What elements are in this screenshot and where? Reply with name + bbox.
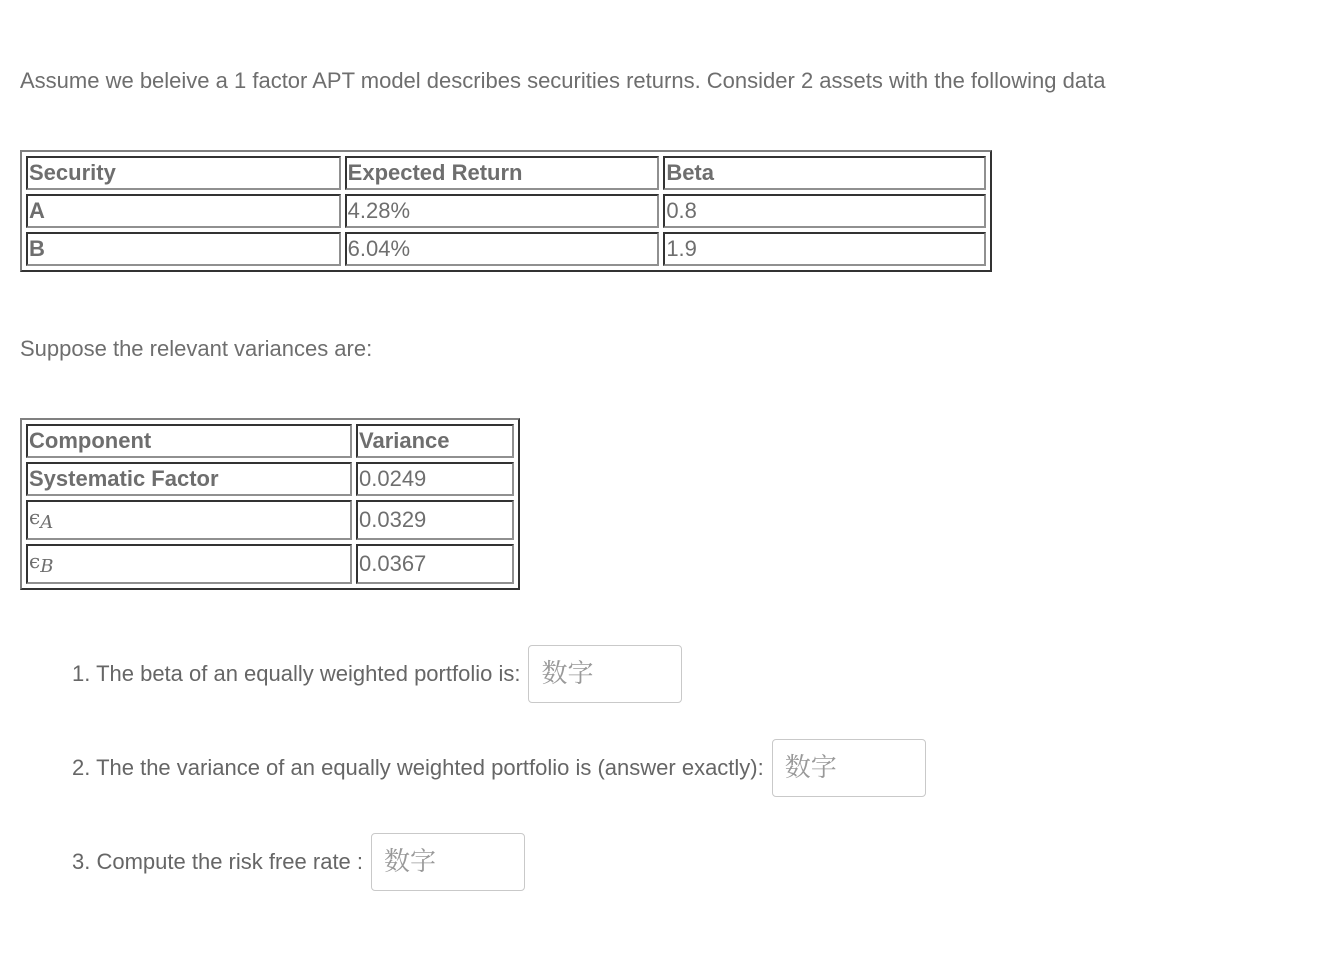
expected-return-value: 4.28% — [345, 194, 660, 228]
epsilon-symbol: ϵ — [29, 505, 41, 529]
epsilon-subscript: A — [40, 512, 54, 533]
variance-value: 0.0249 — [356, 462, 514, 496]
table-row — [26, 462, 514, 496]
variance-intro-text: Suppose the relevant variances are: — [20, 336, 373, 361]
question-1-text: 1. The beta of an equally weighted portfolio is: — [72, 661, 521, 686]
component-systematic-factor: Systematic Factor — [26, 462, 352, 496]
header-expected-return: Expected Return — [345, 156, 660, 190]
header-component: Component — [26, 424, 352, 458]
intro-text: Assume we beleive a 1 factor APT model describes securities returns. Consider 2 assets with the following data — [20, 68, 1106, 93]
security-table — [20, 150, 992, 272]
question-2 — [72, 739, 926, 797]
security-name: A — [26, 194, 341, 228]
header-variance: Variance — [356, 424, 514, 458]
variance-value: 0.0367 — [356, 544, 514, 584]
component-epsilon-a — [26, 500, 352, 540]
table-row — [26, 500, 514, 540]
risk-free-rate-input[interactable] — [371, 833, 525, 891]
beta-value: 0.8 — [663, 194, 986, 228]
question-1 — [72, 645, 682, 703]
table-header-row — [26, 156, 986, 190]
epsilon-symbol: ϵ — [29, 549, 41, 573]
beta-value: 1.9 — [663, 232, 986, 266]
header-beta: Beta — [663, 156, 986, 190]
expected-return-value: 6.04% — [345, 232, 660, 266]
table-header-row — [26, 424, 514, 458]
variance-value: 0.0329 — [356, 500, 514, 540]
component-epsilon-b — [26, 544, 352, 584]
question-3 — [72, 833, 525, 891]
question-2-text: 2. The the variance of an equally weighted portfolio is (answer exactly): — [72, 755, 764, 780]
question-3-text: 3. Compute the risk free rate : — [72, 849, 364, 874]
security-name: B — [26, 232, 341, 266]
variance-table — [20, 418, 520, 590]
portfolio-variance-input[interactable] — [772, 739, 926, 797]
table-row — [26, 194, 986, 228]
table-row — [26, 232, 986, 266]
epsilon-subscript: B — [40, 556, 54, 577]
table-row — [26, 544, 514, 584]
portfolio-beta-input[interactable] — [528, 645, 682, 703]
header-security: Security — [26, 156, 341, 190]
